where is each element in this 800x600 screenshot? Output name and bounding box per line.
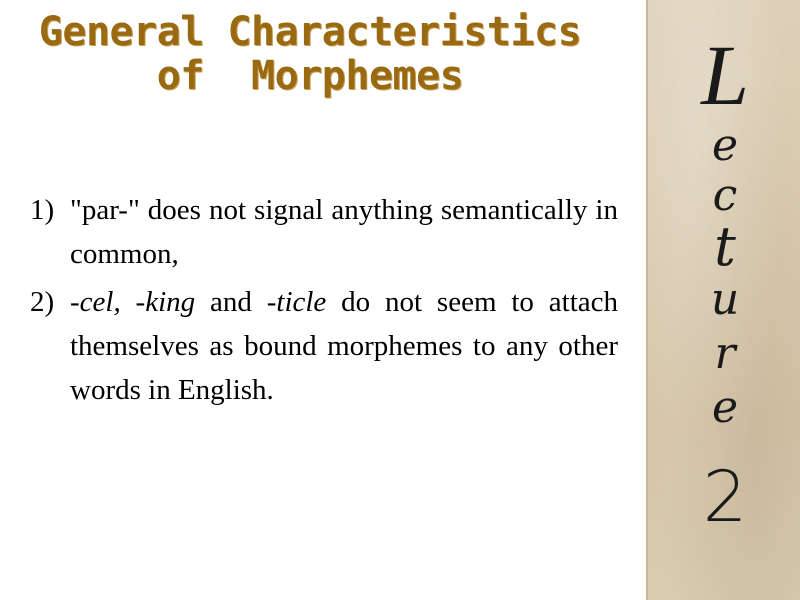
numbered-list <box>30 188 618 416</box>
list-item <box>30 188 618 276</box>
list-item-text-part: and <box>195 286 267 318</box>
sidebar-letter: e <box>711 120 739 171</box>
list-item-italic-suffixes: -cel, -king <box>70 286 196 318</box>
list-item-number: 2) <box>30 286 55 318</box>
sidebar-letter: u <box>710 274 740 325</box>
sidebar-letter: r <box>714 328 736 379</box>
lecture-sidebar <box>646 0 800 600</box>
list-item <box>30 280 618 412</box>
list-item-number: 1) <box>30 194 55 226</box>
title-line-1: General Characteristics <box>38 9 582 55</box>
list-item-italic-suffix: -ticle <box>266 286 327 318</box>
sidebar-letter: e <box>711 382 739 433</box>
sidebar-letter: c <box>712 170 738 221</box>
sidebar-letter: L <box>701 27 749 123</box>
list-item-text-part: do not seem to attach themselves as bound morphemes to any other words in English. <box>70 286 618 406</box>
list-item-text: "par-" does not signal anything semantically in common, <box>70 194 618 270</box>
sidebar-letter: t <box>714 215 736 278</box>
title-line-2: of Morphemes <box>156 53 464 99</box>
sidebar-number: 2 <box>702 456 748 538</box>
slide-title <box>0 10 620 98</box>
